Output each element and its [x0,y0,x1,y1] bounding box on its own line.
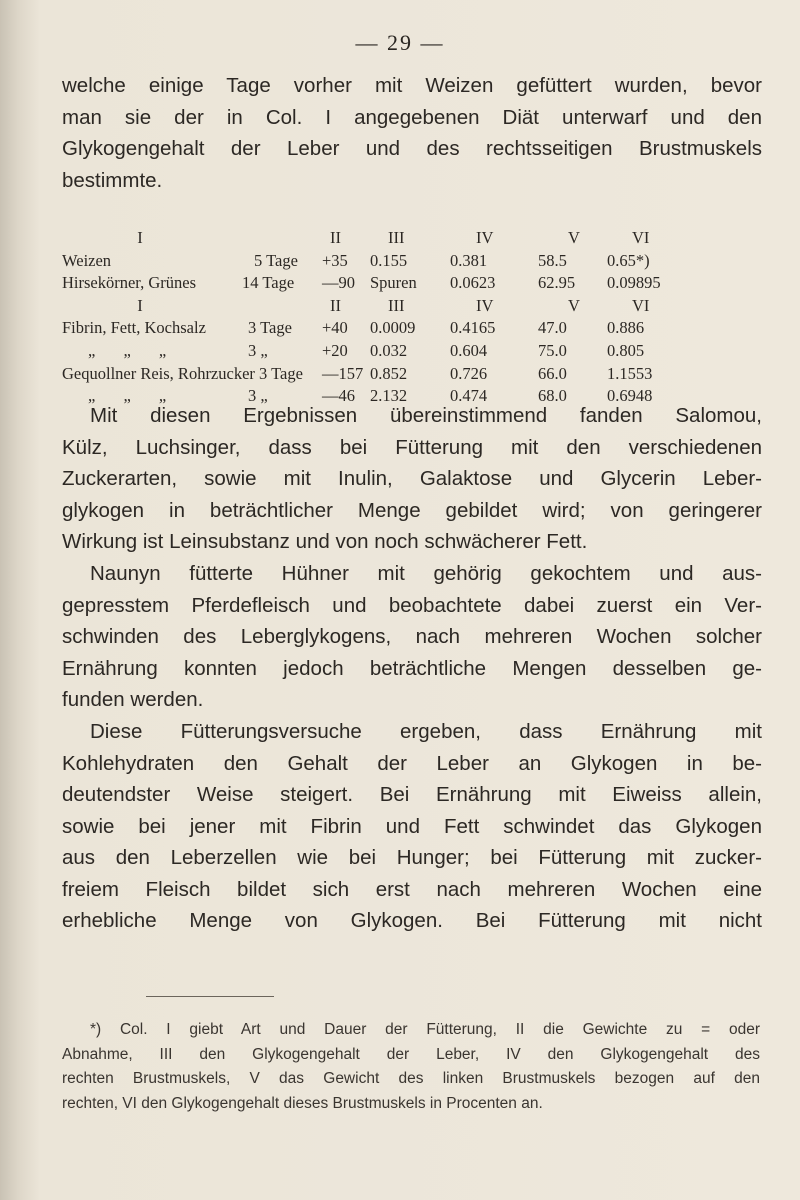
cell-vi: 0.886 [607,318,645,338]
cell-v: 58.5 [538,250,567,270]
cell-vi: 0.805 [607,340,645,360]
cell-days: 14 Tage [242,273,295,293]
text-line: Ernährung konnten jedoch beträchtliche Mengen desselben ge- [62,656,762,680]
cell-vi: 1.1553 [607,363,653,383]
cell-vi: 0.09895 [607,273,661,293]
text-line: gepresstem Pferdefleisch und beobachtete dabei zuerst ein Ver- [62,593,762,617]
cell-diet: Hirsekörner, Grünes [62,273,197,293]
col-header: V [568,228,580,247]
cell-iv: 0.0623 [450,273,496,293]
table-row [62,364,762,387]
text-line: funden werden. [62,688,204,711]
table-row [62,318,762,341]
text-line: man sie der in Col. I angegebenen Diät unterwarf und den [62,105,762,129]
text-line: bestimmte. [62,168,163,192]
cell-iv: 0.4165 [450,318,496,338]
cell-iii: 2.132 [370,386,408,406]
cell-iii: 0.0009 [370,318,416,338]
cell-v: 62.95 [538,273,576,293]
cell-diet: Gequollner Reis, Rohrzucker 3 Tage [62,363,303,383]
cell-days: 3 „ [248,386,268,406]
cell-ii: +20 [322,340,348,360]
cell-days: 5 Tage [254,250,298,270]
text-line: Kohlehydraten den Gehalt der Leber an Glykogen in be- [62,751,762,775]
table-row [62,341,762,364]
cell-diet-ditto: „ „ „ [88,386,167,406]
text-line: deutendster Weise steigert. Bei Ernährung mit Eiweiss allein, [62,783,762,806]
footnote-line: rechten, VI den Glykogengehalt dieses Brustmuskels in Procenten an. [62,1094,543,1112]
col-header: I [137,228,143,247]
cell-days: 3 Tage [248,318,292,338]
table-header-row [62,296,762,319]
cell-iii: Spuren [370,273,417,293]
cell-ii: —46 [322,386,355,406]
col-header: V [568,295,580,315]
col-header: II [330,228,341,247]
cell-vi: 0.6948 [607,386,653,406]
col-header: VI [632,295,650,315]
col-header: IV [476,295,494,315]
cell-v: 75.0 [538,340,567,360]
cell-iii: 0.852 [370,363,408,383]
footnote-line: *) Col. I giebt Art und Dauer der Fütterung, II die Gewichte zu = oder [90,1021,760,1038]
cell-v: 66.0 [538,363,567,383]
cell-iv: 0.474 [450,386,488,406]
text-line: welche einige Tage vorher mit Weizen gefüttert wurden, bevor [62,74,762,97]
footnote-divider [146,996,274,997]
footnote-line: Abnahme, III den Glykogengehalt der Leber, IV den Glykogengehalt des [62,1045,760,1063]
col-header: VI [632,228,650,247]
text-line: schwinden des Leberglykogens, nach mehreren Wochen solcher [62,625,762,648]
text-line: Diese Fütterungsversuche ergeben, dass Ernährung mit [90,720,762,743]
table-row [62,273,762,296]
text-line: aus den Leberzellen wie bei Hunger; bei Fütterung mit zucker- [62,846,762,869]
col-header: IV [476,228,494,247]
cell-ii: —90 [322,273,355,293]
cell-iv: 0.604 [450,340,488,360]
cell-iv: 0.381 [450,250,488,270]
cell-vi: 0.65*) [607,250,650,270]
cell-diet: Weizen [62,250,112,270]
cell-ii: +35 [322,250,348,270]
cell-iii: 0.032 [370,340,408,360]
page-number: — 29 — [355,30,445,55]
text-line: sowie bei jener mit Fibrin und Fett schwindet das Glykogen [62,814,762,838]
cell-v: 68.0 [538,386,567,406]
text-line: Naunyn fütterte Hühner mit gehörig gekochtem und aus- [90,562,762,585]
text-line: glykogen in beträchtlicher Menge gebildet wird; von geringerer [62,498,762,522]
text-line: erhebliche Menge von Glykogen. Bei Fütterung mit nicht [62,909,762,932]
col-header: I [137,295,143,315]
table-row [62,251,762,274]
col-header: III [388,228,405,247]
cell-v: 47.0 [538,318,567,338]
text-line: Glykogengehalt der Leber und des rechtsseitigen Brustmuskels [62,137,762,160]
paragraph-conclusion [62,716,762,937]
intro-paragraph [62,70,762,196]
cell-iii: 0.155 [370,250,408,270]
text-line: freiem Fleisch bildet sich erst nach mehreren Wochen eine [62,877,762,901]
table-header-row [62,228,762,251]
footnote [62,1018,760,1116]
paragraph-naunyn [62,558,762,716]
footnote-line: rechten Brustmuskels, V das Gewicht des linken Brustmuskels bezogen auf den [62,1070,760,1087]
text-line: Mit diesen Ergebnissen übereinstimmend fanden Salomou, [90,404,762,427]
text-line: Wirkung ist Leinsubstanz und von noch schwächerer Fett. [62,530,588,553]
cell-diet: Fibrin, Fett, Kochsalz [62,318,206,338]
glycogen-table [62,228,762,409]
paragraph-results [62,400,762,558]
col-header: II [330,295,341,315]
cell-iv: 0.726 [450,363,488,383]
cell-ii: +40 [322,318,348,338]
cell-days: 3 „ [248,340,268,360]
cell-ii: —157 [322,363,364,383]
cell-diet-ditto: „ „ „ [88,340,167,360]
col-header: III [388,295,405,315]
text-line: Zuckerarten, sowie mit Inulin, Galaktose und Glycerin Leber- [62,467,762,490]
text-line: Külz, Luchsinger, dass bei Fütterung mit den verschiedenen [62,435,762,459]
